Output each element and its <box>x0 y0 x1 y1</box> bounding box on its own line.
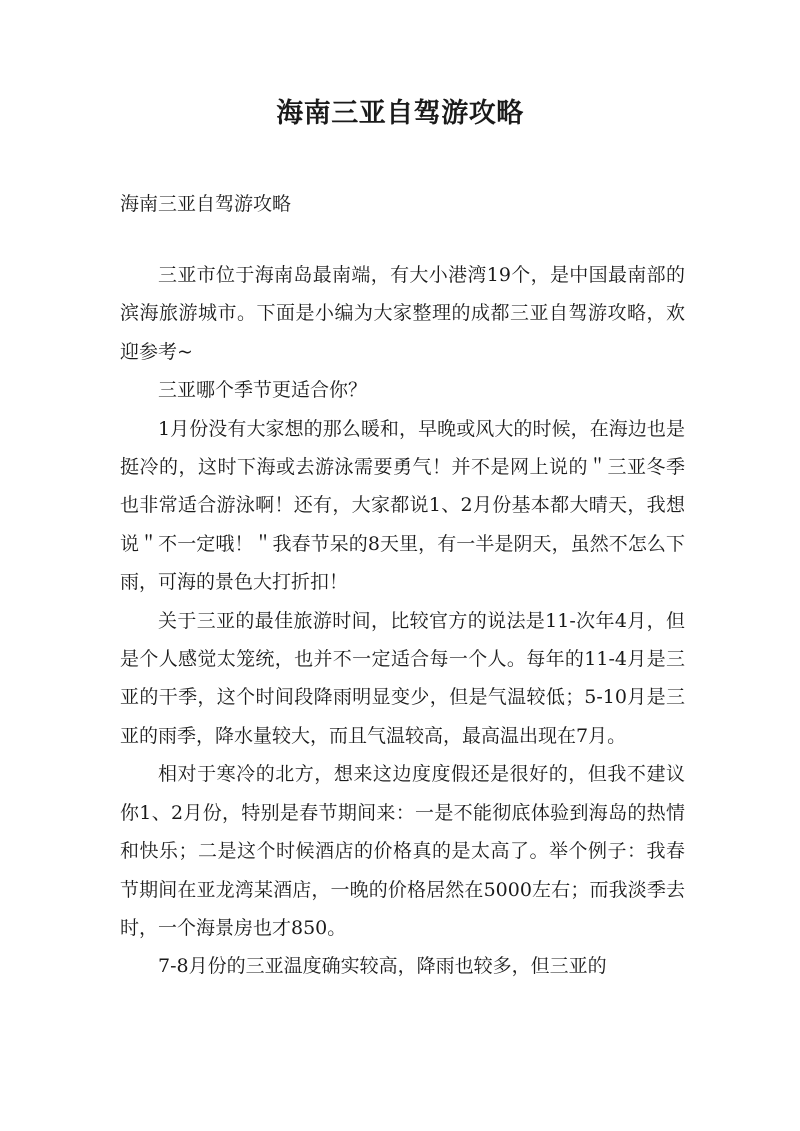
document-body <box>120 256 685 986</box>
paragraph-intro: 三亚市位于海南岛最南端，有大小港湾19个，是中国最南部的滨海旅游城市。下面是小编为大家整理的成都三亚自驾游攻略，欢迎参考~ <box>120 264 685 363</box>
document-title: 海南三亚自驾游攻略 <box>276 98 524 129</box>
paragraph-advice: 相对于寒冷的北方，想来这边度度假还是很好的，但我不建议你1、2月份，特别是春节期间来：一是不能彻底体验到海岛的热情和快乐；二是这个时候酒店的价格真的是太高了。举个例子：我春节期间在亚龙湾某酒店，一晚的价格居然在5000左右；而我淡季去时，一个海景房也才850。 <box>120 763 685 939</box>
paragraph-summer: 7-8月份的三亚温度确实较高，降雨也较多，但三亚的 <box>158 955 607 978</box>
paragraph-january: 1月份没有大家想的那么暖和，早晚或风大的时候，在海边也是挺冷的，这时下海或去游泳需要勇气！并不是网上说的＂三亚冬季也非常适合游泳啊！还有，大家都说1、2月份基本都大晴天，我想说＂不一定哦！＂我春节呆的8天里，有一半是阴天，虽然不怎么下雨，可海的景色大打折扣！ <box>120 417 685 594</box>
document-subtitle: 海南三亚自驾游攻略 <box>120 193 292 215</box>
paragraph-season-question: 三亚哪个季节更适合你？ <box>158 379 368 402</box>
paragraph-best-time: 关于三亚的最佳旅游时间，比较官方的说法是11-次年4月，但是个人感觉太笼统，也并不一定适合每一个人。每年的11-4月是三亚的干季，这个时间段降雨明显变少，但是气温较低；5-10月是三亚的雨季，降水量较大，而且气温较高，最高温出现在7月。 <box>120 609 685 747</box>
